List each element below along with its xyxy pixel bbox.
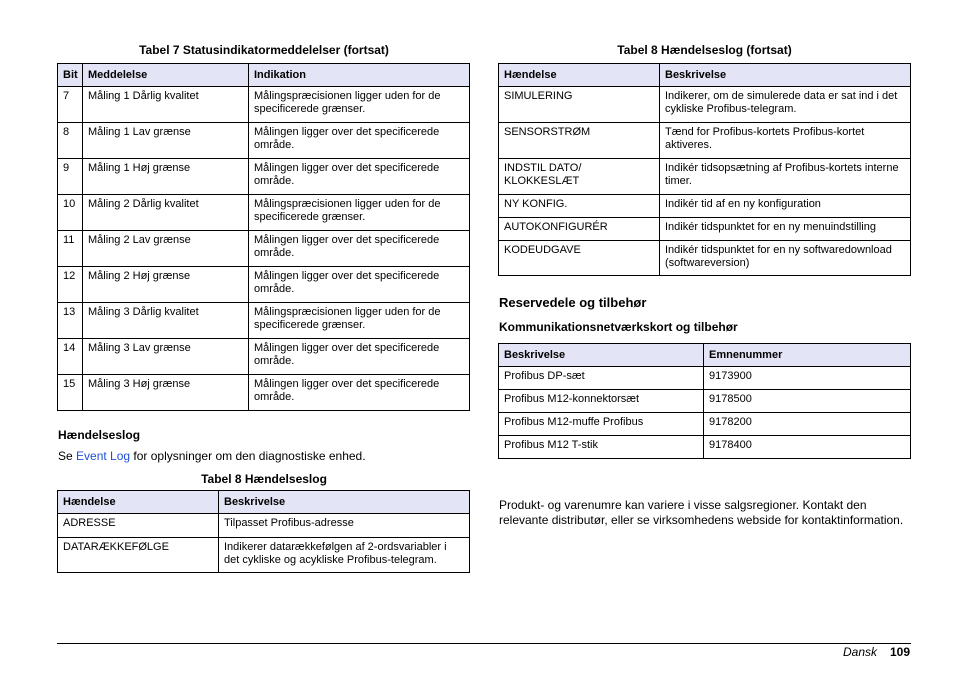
parts-row [499,367,911,390]
parts-header-number: Emnenummer [704,344,911,367]
table8c-row-cell: Tænd for Profibus-kortets Profibus-kortet aktiveres. [660,123,911,159]
table7-row-cell: Målingen ligger over det specificerede område. [249,123,470,159]
table7-row-cell: Målingspræcisionen ligger uden for de specificerede grænser. [249,195,470,231]
parts-row [499,413,911,436]
table8c-row [499,87,911,123]
table8-row-cell: DATARÆKKEFØLGE [58,538,219,573]
table7-row [58,123,470,159]
table8-row-cell: ADRESSE [58,514,219,538]
parts-row-cell: 9173900 [704,367,911,390]
table7-row-cell: Målingen ligger over det specificerede område. [249,231,470,267]
parts-row-cell: 9178500 [704,390,911,413]
table8-header-event: Hændelse [58,491,219,514]
table7-row-cell: Målingen ligger over det specificerede område. [249,375,470,411]
table8c-row-cell: SIMULERING [499,87,660,123]
parts-row [499,436,911,459]
table8c-row [499,195,911,218]
table7-row-cell: Målingen ligger over det specificerede område. [249,267,470,303]
table7-row [58,339,470,375]
table8-row [58,538,470,573]
parts-table [498,343,911,459]
spare-parts-heading: Reservedele og tilbehør [499,295,647,310]
table8-continued [498,63,911,276]
table7-caption: Tabel 7 Statusindikatormeddelelser (fortsat) [139,43,389,57]
table8-row [58,514,470,538]
comm-cards-heading: Kommunikationsnetværkskort og tilbehør [499,320,738,334]
table7-row-cell: Måling 3 Dårlig kvalitet [83,303,249,339]
table7-row-cell: Målingen ligger over det specificerede område. [249,339,470,375]
table7-row-cell: Måling 2 Høj grænse [83,267,249,303]
table8c-row-cell: Indikerer, om de simulerede data er sat ind i det cykliske Profibus-telegram. [660,87,911,123]
table7-header-message: Meddelelse [83,64,249,87]
table8-continued-caption: Tabel 8 Hændelseslog (fortsat) [617,43,792,57]
table8-header-description: Beskrivelse [219,491,470,514]
table7-row-cell: Målingen ligger over det specificerede område. [249,159,470,195]
table7-row-cell: Måling 3 Høj grænse [83,375,249,411]
parts-row-cell: Profibus DP-sæt [499,367,704,390]
table7-row-cell: 10 [58,195,83,231]
event-log-link[interactable]: Event Log [76,449,131,463]
table8c-row-cell: Indikér tidspunktet for en ny softwaredownload (softwareversion) [660,241,911,276]
table7-row-cell: 15 [58,375,83,411]
table8c-row [499,218,911,241]
eventlog-text-post: for oplysninger om den diagnostiske enhed. [130,449,366,463]
footer-language: Dansk [843,645,878,659]
parts-row [499,390,911,413]
table8c-row-cell: AUTOKONFIGURÉR [499,218,660,241]
parts-header-description: Beskrivelse [499,344,704,367]
table7-row [58,195,470,231]
page-number: 109 [890,645,911,659]
table7-row-cell: Målingspræcisionen ligger uden for de specificerede grænser. [249,87,470,123]
table7-row-cell: 12 [58,267,83,303]
table7-row-cell: Måling 1 Dårlig kvalitet [83,87,249,123]
region-note: Produkt- og varenumre kan variere i visse salgsregioner. Kontakt den relevante distributør, eller se virksomhedens webside for kontaktinformation. [499,498,904,527]
eventlog-text [58,449,366,464]
table8c-row-cell: INDSTIL DATO/ KLOKKESLÆT [499,159,660,195]
parts-row-cell: 9178400 [704,436,911,459]
table8c-row-cell: SENSORSTRØM [499,123,660,159]
table7-row-cell: Måling 1 Høj grænse [83,159,249,195]
table8-row-cell: Tilpasset Profibus-adresse [219,514,470,538]
table7-row-cell: Målingspræcisionen ligger uden for de specificerede grænser. [249,303,470,339]
table7-row-cell: 11 [58,231,83,267]
table8c-row-cell: Indikér tidsopsætning af Profibus-kortets interne timer. [660,159,911,195]
table7-header-indication: Indikation [249,64,470,87]
table7-row-cell: 7 [58,87,83,123]
table7-row-cell: Måling 2 Lav grænse [83,231,249,267]
table8-caption: Tabel 8 Hændelseslog [201,472,327,486]
eventlog-text-pre: Se [58,449,77,463]
table7-row-cell: 8 [58,123,83,159]
table8c-row-cell: KODEUDGAVE [499,241,660,276]
table8c-row [499,159,911,195]
table8c-header-description: Beskrivelse [660,64,911,87]
table7-row-cell: Måling 3 Lav grænse [83,339,249,375]
table7-row [58,159,470,195]
table8c-row-cell: Indikér tid af en ny konfiguration [660,195,911,218]
eventlog-heading: Hændelseslog [58,428,141,442]
table7-row-cell: 13 [58,303,83,339]
parts-row-cell: Profibus M12-muffe Profibus [499,413,704,436]
table8c-row-cell: Indikér tidspunktet for en ny menuindstilling [660,218,911,241]
table8c-row [499,241,911,276]
parts-row-cell: Profibus M12-konnektorsæt [499,390,704,413]
table8c-row [499,123,911,159]
table7 [57,63,470,411]
table7-row-cell: 14 [58,339,83,375]
table8-row-cell: Indikerer datarækkefølgen af 2-ordsvariabler i det cykliske og acykliske Profibus-telegram. [219,538,470,573]
table7-row [58,267,470,303]
table7-row [58,303,470,339]
table8c-row-cell: NY KONFIG. [499,195,660,218]
parts-row-cell: 9178200 [704,413,911,436]
table7-header-bit: Bit [58,64,83,87]
table7-row [58,87,470,123]
table7-row-cell: Måling 2 Dårlig kvalitet [83,195,249,231]
table7-row-cell: Måling 1 Lav grænse [83,123,249,159]
table7-row [58,375,470,411]
footer-rule [57,643,911,644]
table7-row [58,231,470,267]
parts-row-cell: Profibus M12 T-stik [499,436,704,459]
table8 [57,490,470,573]
table8c-header-event: Hændelse [499,64,660,87]
table7-row-cell: 9 [58,159,83,195]
